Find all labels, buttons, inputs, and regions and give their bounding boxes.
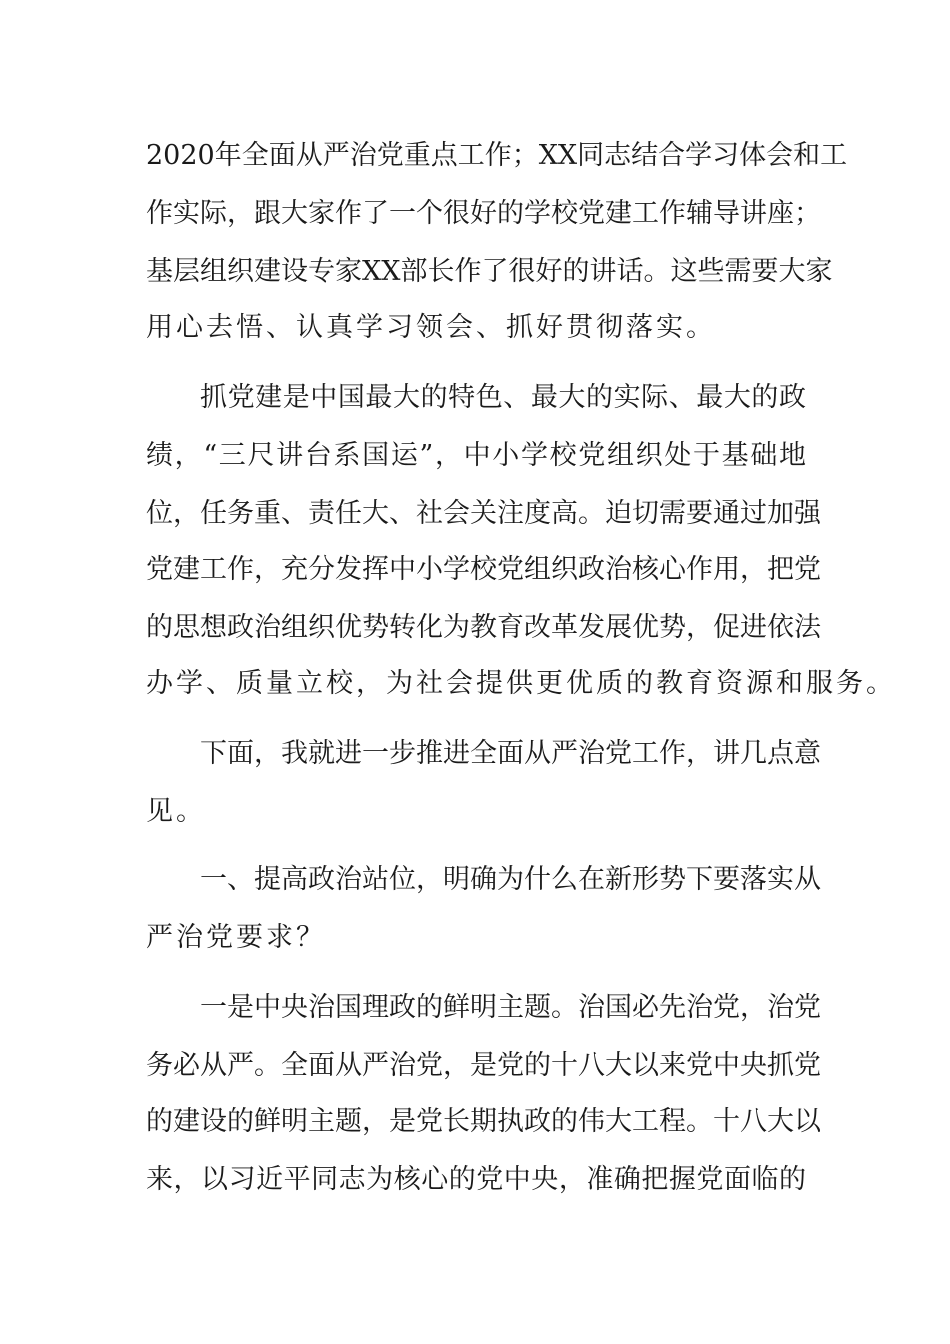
paragraph-5-line-4: 来，以习近平同志为核心的党中央，准确把握党面临的: [146, 1164, 806, 1195]
paragraph-2-line-6: 办学、质量立校，为社会提供更优质的教育资源和服务。: [146, 668, 896, 699]
paragraph-3-line-2: 见。: [146, 796, 206, 827]
paragraph-3-line-1: 下面，我就进一步推进全面从严治党工作，讲几点意: [200, 738, 821, 769]
paragraph-1-line-3: 基层组织建设专家XX部长作了很好的讲话。这些需要大家: [146, 256, 833, 287]
paragraph-2-line-5: 的思想政治组织优势转化为教育改革发展优势，促进依法: [146, 612, 821, 643]
paragraph-5-line-1: 一是中央治国理政的鲜明主题。治国必先治党，治党: [200, 992, 821, 1023]
paragraph-2-line-2: 绩，“三尺讲台系国运”，中小学校党组织处于基础地: [146, 440, 806, 471]
paragraph-2-line-3: 位，任务重、责任大、社会关注度高。迫切需要通过加强: [146, 498, 821, 529]
paragraph-1-line-4: 用心去悟、认真学习领会、抓好贯彻落实。: [146, 312, 716, 343]
paragraph-5-line-3: 的建设的鲜明主题，是党长期执政的伟大工程。十八大以: [146, 1106, 821, 1137]
section-heading-line-1: 一、提高政治站位，明确为什么在新形势下要落实从: [200, 864, 821, 895]
section-heading-line-2: 严治党要求？: [146, 922, 326, 953]
paragraph-2-line-1: 抓党建是中国最大的特色、最大的实际、最大的政: [200, 382, 806, 413]
paragraph-5-line-2: 务必从严。全面从严治党，是党的十八大以来党中央抓党: [146, 1050, 821, 1081]
paragraph-2-line-4: 党建工作，充分发挥中小学校党组织政治核心作用，把党: [146, 554, 821, 585]
paragraph-1-line-1: 2020年全面从严治党重点工作；XX同志结合学习体会和工: [146, 140, 848, 171]
paragraph-1-line-2: 作实际，跟大家作了一个很好的学校党建工作辅导讲座；: [146, 198, 821, 229]
